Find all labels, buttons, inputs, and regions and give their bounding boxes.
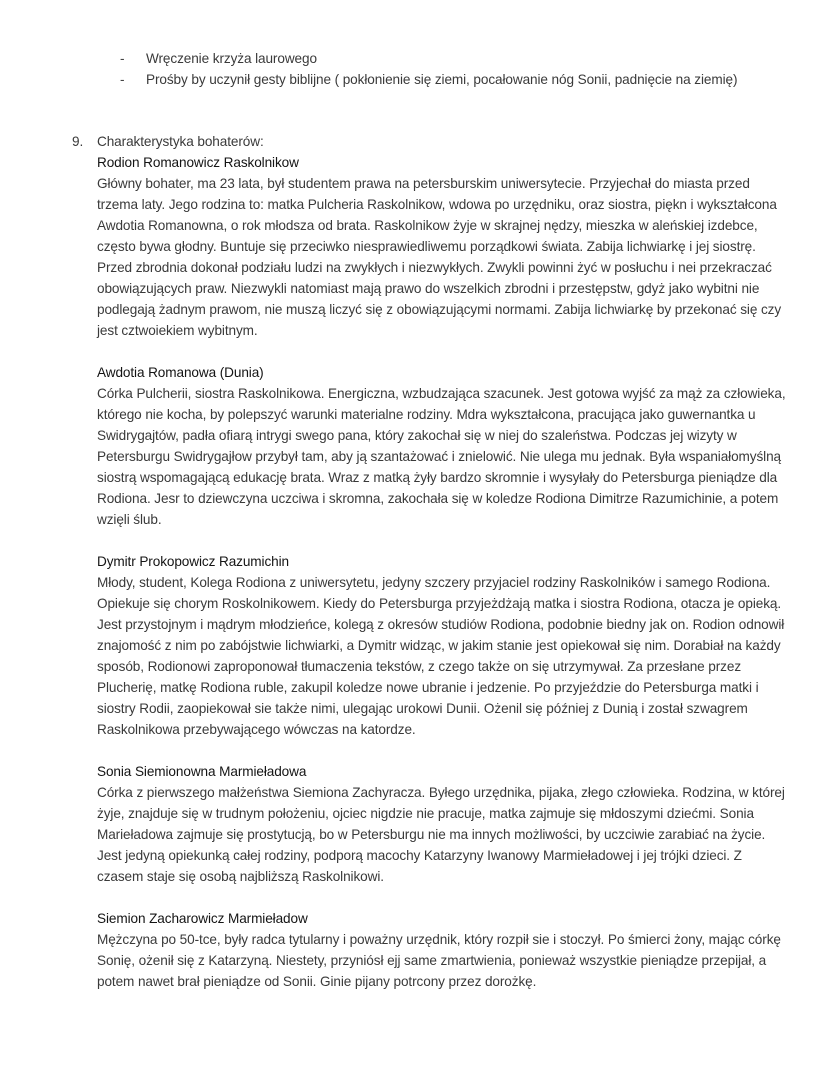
bullet-text: Prośby by uczynił gesty biblijne ( pokłonienie się ziemi, pocałowanie nóg Sonii, padnięcie na ziemię) — [146, 72, 738, 87]
bullet-item — [120, 69, 737, 90]
character-name: Dymitr Prokopowicz Razumichin — [97, 554, 289, 569]
bullet-item — [120, 48, 737, 69]
character-description: Młody, student, Kolega Rodiona z uniwersytetu, jedyny szczery przyjaciel rodziny Raskolników i samego Rodiona. Opiekuje się chorym Roskolnikowem. Kiedy do Petersburga przyjeżdżają matka i siostra Rodiona, otacza je opieką. Jest przystojnym i mądrym młodzieńce, kolegą z okresów studiów Rodiona, podobnie biedny jak on. Rodion odnowił znajomość z nim po zabójstwie lichwiarki, a Dymitr widząc, w jakim stanie jest opiekował się nim. Dorabiał na każdy sposób, Rodionowi zaproponował tłumaczenia tekstów, z czego także on się utrzymywał. Za przesłane przez Plucherię, matkę Rodiona ruble, zakupil koledze nowe ubranie i jedzenie. Po przyjeździe do Petersburga matki i siostry Rodii, zaopiekował sie także nimi, ulegając urokowi Dunii. Ożenil się później z Dunią i został szwagrem Raskolnikowa przebywającego wówczas na katordze. — [97, 575, 785, 737]
character-name: Siemion Zacharowicz Marmieładow — [97, 911, 308, 926]
bullet-marker: - — [120, 51, 125, 66]
character-name: Awdotia Romanowa (Dunia) — [97, 365, 264, 380]
character-description: Córka Pulcherii, siostra Raskolnikowa. Energiczna, wzbudzająca szacunek. Jest gotowa wyjść za mąż za człowieka, którego nie kocha, by polepszyć warunki materialne rodziny. Mdra wykształcona, pracująca jako guwernantka u Swidrygajtów, padła ofiarą intrygi swego pana, który zakochał się w niej do szaleństwa. Podczas jej wizyty w Petersburgu Swidrygajłow przybył tam, aby ją szantażować i znielowić. Nie ulega mu jednak. Była wspaniałomyślną siostrą wspomagającą edukację brata. Wraz z matką żyły bardzo skromnie i wysyłały do Petersburga pieniądze dla Rodiona. Jesr to dziewczyna uczciwa i skromna, zakochała się w koledze Rodiona Dimitrze Razumichinie, a potem wzięli ślub. — [97, 386, 786, 527]
character-entry — [97, 908, 792, 992]
character-description: Główny bohater, ma 23 lata, był studentem prawa na petersburskim uniwersytecie. Przyjechał do miasta przed trzema laty. Jego rodzina to: matka Pulcheria Raskolnikow, wdowa po urzędniku, oraz siostra, piękn i wykształcona Awdotia Romanowna, o rok młodsza od brata. Raskolnikow żyje w skrajnej nędzy, mieszka w aleńskiej izdebce, często bywa głodny. Buntuje się przeciwko niesprawiedliwemu porządkowi świata. Zabija lichwiarkę i jej siostrę. Przed zbrodnia dokonał podziału ludzi na zwykłych i niezwykłych. Zwykli powinni żyć w posłuchu i nei przekraczać obowiązujących praw. Niezwykli natomiast mają prawo do wszelkich zbrodni i przestępstw, gdyż jako wybitni nie podlegają żadnym prawom, nie muszą liczyć się z obowiązującymi normami. Zabija lichwiarkę by przekonać się czy jest cztwoiekiem wybitnym. — [97, 176, 782, 338]
section-heading — [72, 131, 792, 152]
character-entry — [97, 551, 792, 740]
character-description: Mężczyna po 50-tce, były radca tytularny i poważny urzędnik, który rozpił sie i stoczył. Po śmierci żony, mając córkę Sonię, ożenił się z Katarzyną. Niestety, przyniósł ejj same zmartwienia, ponieważ wszystkie pieniądze przepijał, a potem nawet brał pieniądze od Sonii. Ginie pijany potrcony przez dorożkę. — [97, 932, 781, 989]
character-entry — [97, 152, 792, 341]
character-entry — [97, 362, 792, 530]
section-characters — [72, 131, 792, 1013]
bullet-marker: - — [120, 72, 125, 87]
bullet-list — [120, 48, 737, 90]
character-name: Sonia Siemionowna Marmieładowa — [97, 764, 307, 779]
character-name: Rodion Romanowicz Raskolnikow — [97, 155, 299, 170]
character-description: Córka z pierwszego małżeństwa Siemiona Zachyracza. Byłego urzędnika, pijaka, złego człowieka. Rodzina, w której żyje, znajduje się w trudnym położeniu, ojciec nigdzie nie pracuje, matka zajmuje się młdoszymi dziećmi. Sonia Marieładowa zajmuje się prostytucją, bo w Petersburgu nie ma innych możliwości, by uczciwie zarabiać na życie. Jest jedyną opiekunką całej rodziny, podporą macochy Katarzyny Iwanowy Marmieładowej i jej trójki dzieci. Z czasem staje się osobą najbliższą Raskolnikowi. — [97, 785, 785, 884]
section-title: Charakterystyka bohaterów: — [97, 134, 264, 149]
character-list — [97, 152, 792, 992]
section-number: 9. — [72, 134, 84, 149]
bullet-text: Wręczenie krzyża laurowego — [146, 51, 317, 66]
character-entry — [97, 761, 792, 887]
